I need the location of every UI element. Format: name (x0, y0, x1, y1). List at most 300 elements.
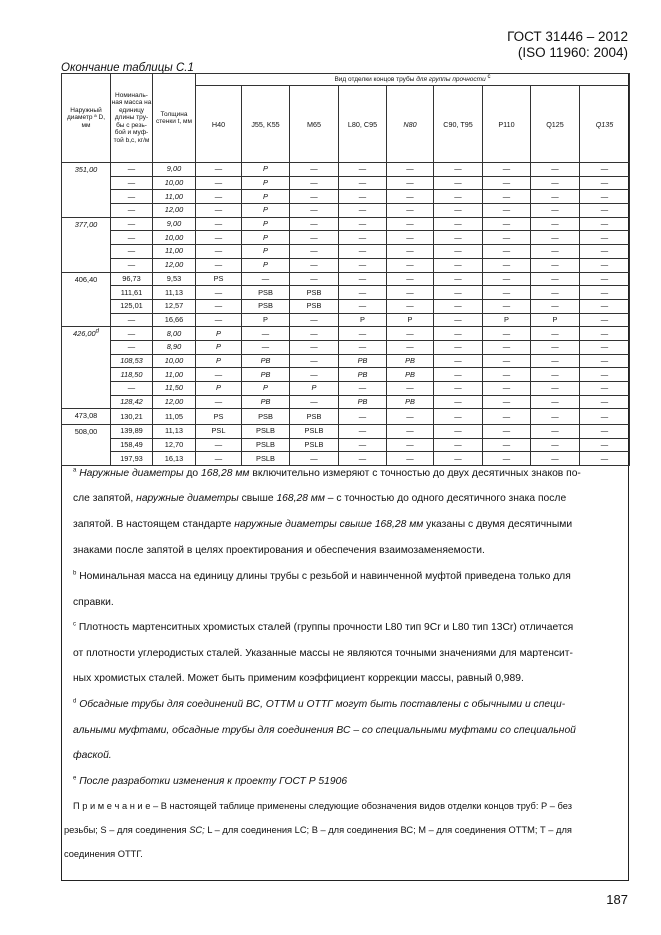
finish-cell: PB (242, 368, 290, 382)
finish-cell: — (531, 272, 580, 286)
table-row (62, 231, 630, 245)
finish-cell: — (387, 272, 434, 286)
finish-cell: — (531, 438, 580, 452)
finish-cell: P (242, 217, 290, 231)
table-caption: Окончание таблицы С.1 (61, 62, 194, 74)
table-row (62, 327, 630, 341)
finish-cell: — (483, 299, 531, 313)
finish-cell: — (434, 176, 483, 190)
finish-cell: — (387, 190, 434, 204)
finish-cell: — (196, 395, 242, 409)
mass-cell: — (111, 204, 153, 218)
finish-cell: — (387, 382, 434, 396)
wall-cell: 10,00 (153, 354, 196, 368)
finish-cell: — (483, 176, 531, 190)
wall-cell: 12,00 (153, 395, 196, 409)
table-row (62, 438, 630, 452)
col-header-wall: Толщина стенки t, мм (153, 74, 196, 163)
finish-cell: P (196, 354, 242, 368)
finish-cell: — (580, 438, 630, 452)
finish-cell: — (580, 299, 630, 313)
finish-cell: — (531, 176, 580, 190)
mass-cell: — (111, 231, 153, 245)
finish-cell: — (483, 190, 531, 204)
finish-cell: — (242, 327, 290, 341)
finish-cell: — (434, 452, 483, 466)
finish-cell: — (580, 382, 630, 396)
finish-cell: — (339, 409, 387, 425)
finish-cell: PB (339, 354, 387, 368)
finish-cell: P (242, 258, 290, 272)
finish-cell: PSLB (242, 438, 290, 452)
finish-cell: — (196, 163, 242, 177)
finish-cell: PB (242, 395, 290, 409)
finish-cell: — (434, 313, 483, 327)
finish-cell: — (290, 313, 339, 327)
finish-cell: — (339, 272, 387, 286)
footnote-e-line1: $^e$ После разработки изменения к проекту ГОСТ Р 51906 (73, 775, 348, 787)
wall-cell: 11,05 (153, 409, 196, 425)
table-body (62, 163, 630, 466)
note-line3: соединения ОТТГ. (64, 849, 143, 859)
finish-cell: P (387, 313, 434, 327)
table-row (62, 163, 630, 177)
mass-cell: 128,42 (111, 395, 153, 409)
finish-cell: — (290, 354, 339, 368)
note-line1: П р и м е ч а н и е – В настоящей таблице применены следующие обозначения видов отделки концов труб: Р – без (73, 801, 573, 811)
finish-cell: — (242, 340, 290, 354)
finish-cell: — (290, 204, 339, 218)
finish-cell: — (434, 395, 483, 409)
finish-cell: PSB (242, 299, 290, 313)
mass-cell: 197,93 (111, 452, 153, 466)
finish-cell: — (339, 217, 387, 231)
group-italic: для группы прочности (416, 75, 486, 83)
finish-cell: — (580, 327, 630, 341)
col-header-diameter: Наружный диаметр ª D, мм (62, 74, 111, 163)
page-number: 187 (606, 892, 628, 907)
finish-cell: — (290, 163, 339, 177)
finish-cell: PB (387, 354, 434, 368)
finish-cell: — (483, 204, 531, 218)
grade-header: N80 (387, 86, 434, 163)
finish-cell: — (290, 176, 339, 190)
finish-cell: P (290, 382, 339, 396)
footnote-c-line1: $^c$ Плотность мартенситных хромистых сталей (группы прочности L80 тип 9Cr и L80 тип 13Cr) отличается (73, 621, 574, 633)
finish-cell: — (387, 217, 434, 231)
finish-cell: — (339, 258, 387, 272)
finish-cell: — (339, 204, 387, 218)
diameter-cell: 426,00$^d$ (62, 327, 111, 409)
finish-cell: — (434, 382, 483, 396)
finish-cell: — (483, 217, 531, 231)
finish-cell: — (483, 327, 531, 341)
finish-cell: PSB (290, 299, 339, 313)
table-row (62, 190, 630, 204)
finish-cell: P (242, 176, 290, 190)
finish-cell: — (483, 286, 531, 300)
finish-cell: — (387, 409, 434, 425)
wall-cell: 11,13 (153, 425, 196, 439)
finish-cell: — (290, 395, 339, 409)
finish-cell: P (242, 245, 290, 259)
diameter-cell: 473,08 (62, 409, 111, 425)
finish-cell: PSLB (290, 425, 339, 439)
finish-cell: — (531, 190, 580, 204)
table-row (62, 354, 630, 368)
table-row (62, 452, 630, 466)
finish-cell: — (290, 245, 339, 259)
finish-cell: — (580, 190, 630, 204)
finish-cell: — (290, 272, 339, 286)
finish-cell: — (531, 409, 580, 425)
finish-cell: — (531, 231, 580, 245)
table-row (62, 340, 630, 354)
finish-cell: — (339, 176, 387, 190)
finish-cell: — (580, 176, 630, 190)
finish-cell: — (434, 425, 483, 439)
finish-cell: — (387, 452, 434, 466)
finish-cell: P (196, 340, 242, 354)
mass-cell: — (111, 340, 153, 354)
wall-cell: 11,00 (153, 190, 196, 204)
finish-cell: — (531, 327, 580, 341)
finish-cell: — (290, 452, 339, 466)
finish-cell: — (483, 354, 531, 368)
diameter-cell: 351,00 (62, 163, 111, 218)
finish-cell: — (531, 368, 580, 382)
grade-header: Q125 (531, 86, 580, 163)
finish-cell: — (580, 340, 630, 354)
finish-cell: PSLB (242, 452, 290, 466)
table-row (62, 245, 630, 259)
grade-header: H40 (196, 86, 242, 163)
wall-cell: 12,00 (153, 204, 196, 218)
finish-cell: — (580, 272, 630, 286)
finish-cell: — (290, 258, 339, 272)
finish-cell: — (483, 258, 531, 272)
finish-cell: — (434, 327, 483, 341)
finish-cell: — (387, 327, 434, 341)
finish-cell: — (339, 425, 387, 439)
finish-cell: — (580, 368, 630, 382)
footnote-d-line3: фаской. (73, 750, 112, 761)
finish-cell: PB (387, 368, 434, 382)
footnote-d-line2: альными муфтами, обсадные трубы для соединения ВС – со специальными муфтами со специальной (73, 725, 576, 736)
col-header-mass: Номиналь-ная масса на единицу длины тру-бы с резь-бой и муф-той b,c, кг/м (111, 74, 153, 163)
mass-cell: 108,53 (111, 354, 153, 368)
finish-cell: — (196, 438, 242, 452)
finish-cell: — (580, 231, 630, 245)
finish-cell: — (483, 231, 531, 245)
finish-cell: P (242, 204, 290, 218)
finish-cell: — (290, 231, 339, 245)
wall-cell: 9,00 (153, 163, 196, 177)
wall-cell: 12,57 (153, 299, 196, 313)
finish-cell: — (580, 395, 630, 409)
finish-cell: — (531, 286, 580, 300)
wall-cell: 11,00 (153, 368, 196, 382)
finish-cell: — (483, 395, 531, 409)
finish-cell: — (196, 299, 242, 313)
finish-cell: P (196, 382, 242, 396)
finish-cell: PSLB (290, 438, 339, 452)
finish-cell: — (531, 354, 580, 368)
finish-cell: — (531, 245, 580, 259)
wall-cell: 12,00 (153, 258, 196, 272)
group-sup: c (487, 73, 491, 80)
finish-cell: — (339, 452, 387, 466)
finish-cell: PSB (290, 409, 339, 425)
table-row (62, 258, 630, 272)
finish-cell: P (196, 327, 242, 341)
footnote-a-line3: запятой. В настоящем стандарте наружные диаметры свыше 168,28 мм указаны с двумя десятичными (73, 519, 573, 530)
finish-cell: PB (242, 354, 290, 368)
footnote-c-line2: от плотности углеродистых сталей. Указанные массы не являются точными значениями для мартенсит- (73, 648, 573, 659)
wall-cell: 9,00 (153, 217, 196, 231)
finish-cell: — (387, 340, 434, 354)
finish-cell: — (434, 368, 483, 382)
finish-cell: — (387, 258, 434, 272)
finish-cell: — (196, 204, 242, 218)
finish-cell: — (339, 190, 387, 204)
finish-cell: — (196, 231, 242, 245)
finish-cell: PSL (196, 425, 242, 439)
finish-cell: — (339, 382, 387, 396)
finish-cell: — (339, 231, 387, 245)
finish-cell: — (483, 340, 531, 354)
note-line2: резьбы; S – для соединения SC; L – для соединения LC; B – для соединения ВС; М – для соединения ОТТМ; Т – для (64, 825, 572, 835)
finish-cell: — (580, 258, 630, 272)
finish-cell: — (196, 368, 242, 382)
mass-cell: — (111, 327, 153, 341)
finish-cell: — (387, 163, 434, 177)
finish-cell: — (434, 190, 483, 204)
grade-header: Q135 (580, 86, 630, 163)
finish-cell: — (196, 176, 242, 190)
diameter-cell: 406,40 (62, 272, 111, 327)
finish-cell: — (196, 286, 242, 300)
mass-cell: — (111, 245, 153, 259)
finish-cell: P (242, 163, 290, 177)
finish-cell: — (387, 425, 434, 439)
finish-cell: — (483, 452, 531, 466)
finish-cell: PB (387, 395, 434, 409)
table-row (62, 395, 630, 409)
table-row (62, 204, 630, 218)
wall-cell: 11,00 (153, 245, 196, 259)
finish-cell: — (290, 190, 339, 204)
finish-cell: — (434, 438, 483, 452)
diameter-cell: 377,00 (62, 217, 111, 272)
grade-header: M65 (290, 86, 339, 163)
diameter-cell: 508,00 (62, 425, 111, 466)
finish-cell: — (580, 163, 630, 177)
footnote-a-line2: сле запятой, наружные диаметры свыше 168,28 мм – с точностью до одного десятичного знака после (73, 493, 567, 504)
finish-cell: P (242, 382, 290, 396)
finish-cell: — (483, 368, 531, 382)
wall-cell: 11,13 (153, 286, 196, 300)
finish-cell: — (580, 313, 630, 327)
grade-header: J55, K55 (242, 86, 290, 163)
mass-cell: 125,01 (111, 299, 153, 313)
mass-cell: 130,21 (111, 409, 153, 425)
finish-cell: — (531, 382, 580, 396)
finish-cell: — (531, 452, 580, 466)
finish-cell: — (483, 382, 531, 396)
finish-cell: P (483, 313, 531, 327)
mass-cell: 111,61 (111, 286, 153, 300)
table-row (62, 313, 630, 327)
finish-cell: — (196, 217, 242, 231)
mass-cell: — (111, 163, 153, 177)
group-prefix: Вид отделки концов трубы (334, 75, 417, 83)
finish-cell: — (339, 438, 387, 452)
finish-cell: — (339, 163, 387, 177)
footnote-a-line1: $^a$ Наружные диаметры до 168,28 мм включительно измеряют с точностью до двух десятичных знаков по- (73, 467, 581, 479)
finish-cell: — (580, 286, 630, 300)
finish-cell: — (339, 340, 387, 354)
wall-cell: 16,13 (153, 452, 196, 466)
finish-cell: — (242, 272, 290, 286)
footnote-d-line1: $^d$ Обсадные трубы для соединений ВС, ОТТМ и ОТТГ могут быть поставлены с обычными и специ- (73, 698, 566, 710)
finish-cell: — (387, 176, 434, 190)
finish-cell: — (434, 231, 483, 245)
finish-cell: — (290, 217, 339, 231)
finish-cell: — (196, 190, 242, 204)
finish-cell: — (387, 299, 434, 313)
finish-cell: — (434, 340, 483, 354)
grade-header: C90, T95 (434, 86, 483, 163)
finish-cell: — (434, 409, 483, 425)
finish-cell: PSB (242, 409, 290, 425)
finish-cell: — (387, 438, 434, 452)
table-row (62, 299, 630, 313)
finish-cell: — (531, 395, 580, 409)
mass-cell: — (111, 217, 153, 231)
finish-cell: — (580, 452, 630, 466)
wall-cell: 8,90 (153, 340, 196, 354)
finish-cell: — (434, 354, 483, 368)
wall-cell: 8,00 (153, 327, 196, 341)
finish-cell: — (434, 245, 483, 259)
finish-cell: — (339, 299, 387, 313)
finish-cell: — (483, 272, 531, 286)
grade-header: L80, C95 (339, 86, 387, 163)
wall-cell: 10,00 (153, 231, 196, 245)
finish-cell: — (483, 438, 531, 452)
col-header-group (196, 74, 630, 86)
mass-cell: 139,89 (111, 425, 153, 439)
footnote-a-line4: знаками после запятой в целях проектирования и обеспечения взаимозаменяемости. (73, 545, 485, 556)
finish-cell: — (434, 286, 483, 300)
finish-cell: PS (196, 272, 242, 286)
table-row (62, 382, 630, 396)
mass-cell: — (111, 313, 153, 327)
finish-cell: P (242, 231, 290, 245)
finish-cell: — (580, 409, 630, 425)
finish-cell: — (434, 217, 483, 231)
table-row (62, 217, 630, 231)
finish-cell: — (387, 286, 434, 300)
mass-cell: 96,73 (111, 272, 153, 286)
finish-cell: — (339, 245, 387, 259)
finish-cell: — (483, 409, 531, 425)
finish-cell: — (580, 217, 630, 231)
finish-cell: P (242, 190, 290, 204)
finish-cell: — (196, 452, 242, 466)
finish-cell: — (290, 327, 339, 341)
finish-cell: — (434, 272, 483, 286)
table-row (62, 368, 630, 382)
spec-table (61, 73, 630, 466)
table-row (62, 286, 630, 300)
finish-cell: — (531, 299, 580, 313)
finish-cell: PSB (242, 286, 290, 300)
table-row (62, 409, 630, 425)
finish-cell: — (434, 258, 483, 272)
table-row (62, 176, 630, 190)
finish-cell: — (580, 204, 630, 218)
finish-cell: PS (196, 409, 242, 425)
mass-cell: — (111, 176, 153, 190)
finish-cell: P (531, 313, 580, 327)
table-row (62, 272, 630, 286)
wall-cell: 9,53 (153, 272, 196, 286)
wall-cell: 16,66 (153, 313, 196, 327)
finish-cell: — (196, 258, 242, 272)
mass-cell: — (111, 258, 153, 272)
finish-cell: P (339, 313, 387, 327)
footnote-b-line1: $^b$ Номинальная масса на единицу длины трубы с резьбой и навинченной муфтой приведена только для (73, 570, 571, 582)
finish-cell: — (531, 217, 580, 231)
finish-cell: — (339, 327, 387, 341)
finish-cell: — (580, 425, 630, 439)
finish-cell: — (434, 204, 483, 218)
finish-cell: — (483, 163, 531, 177)
finish-cell: — (531, 340, 580, 354)
mass-cell: 158,49 (111, 438, 153, 452)
finish-cell: PB (339, 395, 387, 409)
finish-cell: — (531, 204, 580, 218)
finish-cell: — (387, 204, 434, 218)
finish-cell: — (531, 425, 580, 439)
finish-cell: — (531, 163, 580, 177)
mass-cell: — (111, 190, 153, 204)
wall-cell: 11,50 (153, 382, 196, 396)
finish-cell: PSB (290, 286, 339, 300)
finish-cell: — (580, 245, 630, 259)
finish-cell: — (290, 340, 339, 354)
standard-number: ГОСТ 31446 – 2012 (507, 29, 628, 44)
finish-cell: — (387, 245, 434, 259)
finish-cell: — (290, 368, 339, 382)
finish-cell: — (483, 245, 531, 259)
wall-cell: 10,00 (153, 176, 196, 190)
mass-cell: — (111, 382, 153, 396)
finish-cell: — (531, 258, 580, 272)
finish-cell: — (434, 163, 483, 177)
wall-cell: 12,70 (153, 438, 196, 452)
finish-cell: P (242, 313, 290, 327)
finish-cell: — (483, 425, 531, 439)
finish-cell: — (434, 299, 483, 313)
table-row (62, 425, 630, 439)
mass-cell: 118,50 (111, 368, 153, 382)
finish-cell: — (387, 231, 434, 245)
finish-cell: — (196, 245, 242, 259)
footnote-b-line2: справки. (73, 597, 114, 608)
